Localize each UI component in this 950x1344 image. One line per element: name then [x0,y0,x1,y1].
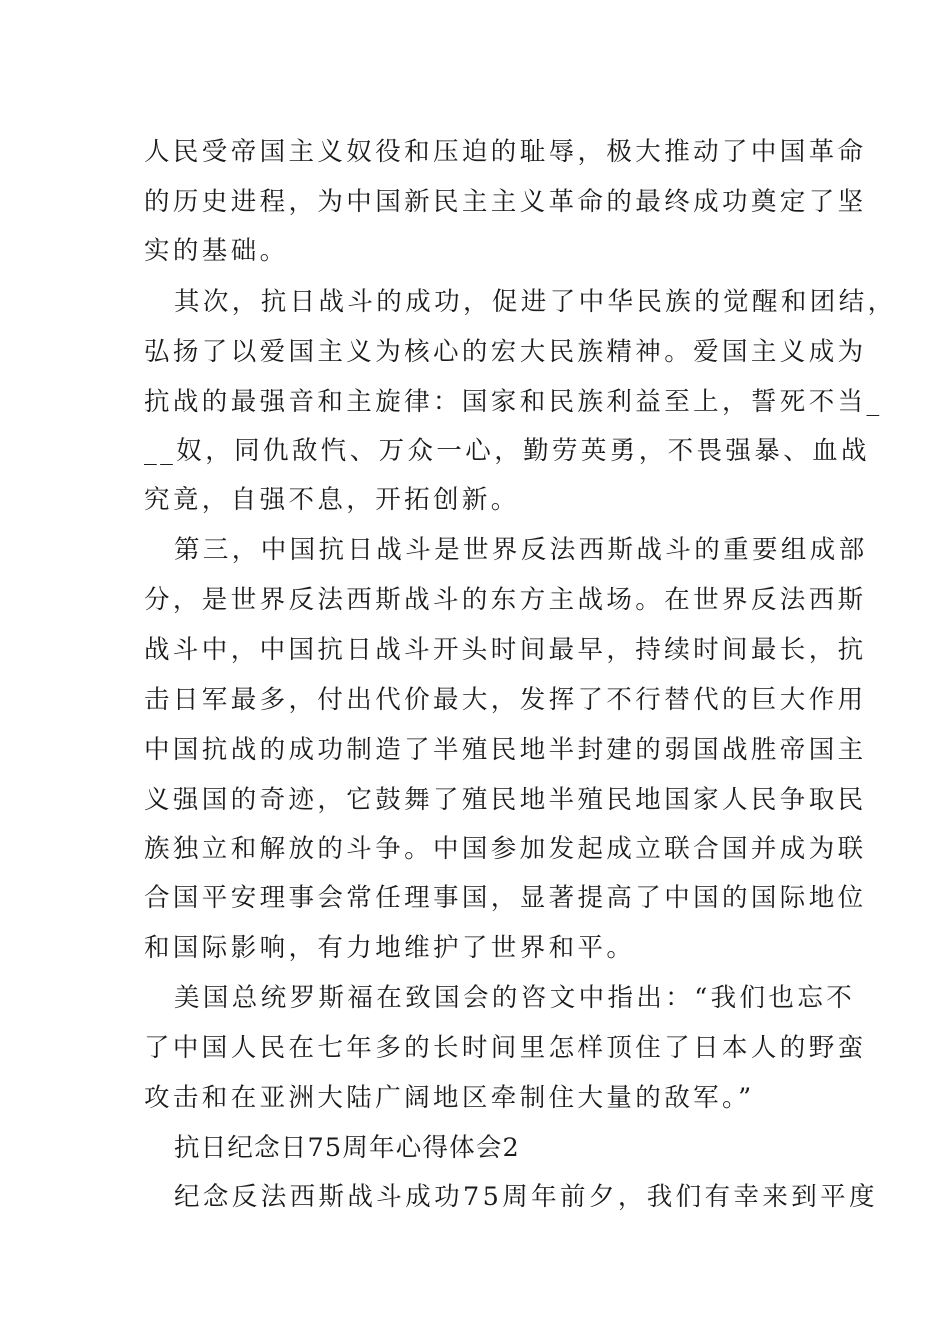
body-line: 人民受帝国主义奴役和压迫的耻辱，极大推动了中国革命 [144,137,867,167]
paragraph-first-line: 纪念反法西斯战斗成功75周年前夕，我们有幸来到平度 [174,1182,878,1212]
section-heading: 抗日纪念日75周年心得体会2 [174,1133,520,1163]
body-line: 战斗中，中国抗日战斗开头时间最早，持续时间最长，抗 [144,635,867,665]
body-line: 抗战的最强音和主旋律：国家和民族利益至上，誓死不当_ [144,387,883,417]
paragraph-first-line: 美国总统罗斯福在致国会的咨文中指出：“我们也忘不 [174,983,856,1013]
body-line: 究竟，自强不息，开拓创新。 [144,485,520,515]
paragraph-first-line: 其次，抗日战斗的成功，促进了中华民族的觉醒和团结， [174,287,897,317]
body-line: __奴，同仇敌忾、万众一心，勤劳英勇，不畏强暴、血战 [144,436,870,466]
body-line: 实的基础。 [144,236,289,266]
body-line: 攻击和在亚洲大陆广阔地区牵制住大量的敌军。” [144,1083,755,1113]
body-line: 中国抗战的成功制造了半殖民地半封建的弱国战胜帝国主 [144,735,867,765]
body-line: 义强国的奇迹，它鼓舞了殖民地半殖民地国家人民争取民 [144,785,867,815]
body-line: 分，是世界反法西斯战斗的东方主战场。在世界反法西斯 [144,585,867,615]
body-line: 了中国人民在七年多的长时间里怎样顶住了日本人的野蛮 [144,1033,867,1063]
body-line: 的历史进程，为中国新民主主义革命的最终成功奠定了坚 [144,187,867,217]
body-line: 和国际影响，有力地维护了世界和平。 [144,933,636,963]
paragraph-first-line: 第三，中国抗日战斗是世界反法西斯战斗的重要组成部 [174,535,868,565]
body-line: 弘扬了以爱国主义为核心的宏大民族精神。爱国主义成为 [144,337,867,367]
body-line: 合国平安理事会常任理事国，显著提高了中国的国际地位 [144,883,867,913]
body-line: 击日军最多，付出代价最大，发挥了不行替代的巨大作用 [144,685,867,715]
body-line: 族独立和解放的斗争。中国参加发起成立联合国并成为联 [144,834,867,864]
